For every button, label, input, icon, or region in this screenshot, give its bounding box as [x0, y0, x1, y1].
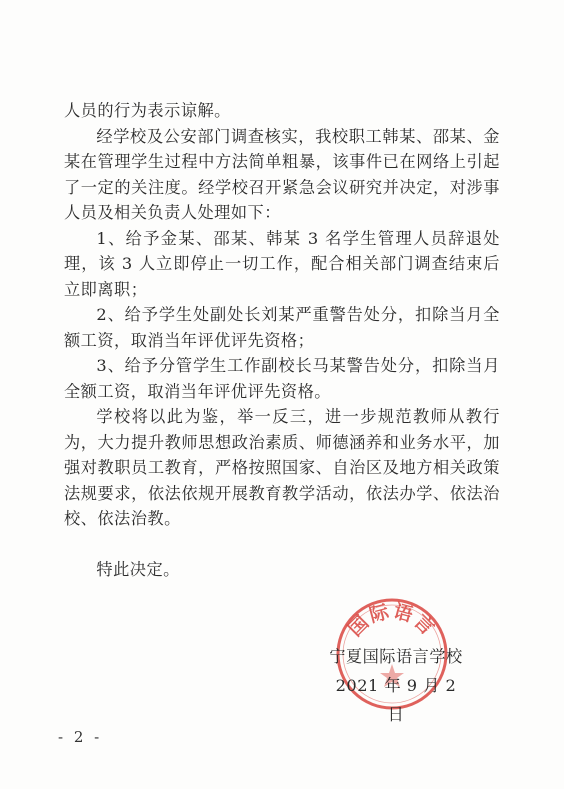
- paragraph-2: 经学校及公安部门调查核实，我校职工韩某、邵某、金某在管理学生过程中方法简单粗暴，该事件已在网络上引起了一定的关注度。经学校召开紧急会议研究并决定，对涉事人员及相关负责人处理如下：: [64, 126, 500, 222]
- paragraph-3: 1、给予金某、邵某、韩某 3 名学生管理人员辞退处理，该 3 人立即停止一切工作，配合相关部门调查结束后立即离职；: [64, 228, 500, 299]
- paragraph-spacer: [64, 532, 500, 558]
- signing-organization: 宁夏国际语言学校: [329, 647, 463, 666]
- paragraph-6: 学校将以此为鉴，举一反三，进一步规范教师从教行为，大力提升教师思想政治素质、师德涵养和业务水平，加强对教职员工教育，严格按照国家、自治区及地方相关政策法规要求，依法依规开展教育教学活动，依法办学、依法治校、依法治教。: [64, 407, 500, 528]
- svg-text:国际语言: [344, 599, 440, 641]
- page-number: - 2 -: [58, 728, 103, 746]
- seal-text: 国际语言: [344, 600, 440, 641]
- paragraph-4: 2、给予学生处副处长刘某严重警告处分，扣除当月全额工资，取消当年评优评先资格；: [64, 305, 500, 350]
- paragraph-1: 人员的行为表示谅解。: [64, 101, 231, 120]
- document-body: [64, 98, 500, 583]
- paragraph-5: 3、给予分管学生工作副校长马某警告处分，扣除当月全额工资，取消当年评优评先资格。: [64, 356, 500, 401]
- signing-date: 2021 年 9 月 2 日: [335, 676, 457, 724]
- closing-text: 特此决定。: [96, 560, 180, 579]
- signature-block: [326, 642, 466, 729]
